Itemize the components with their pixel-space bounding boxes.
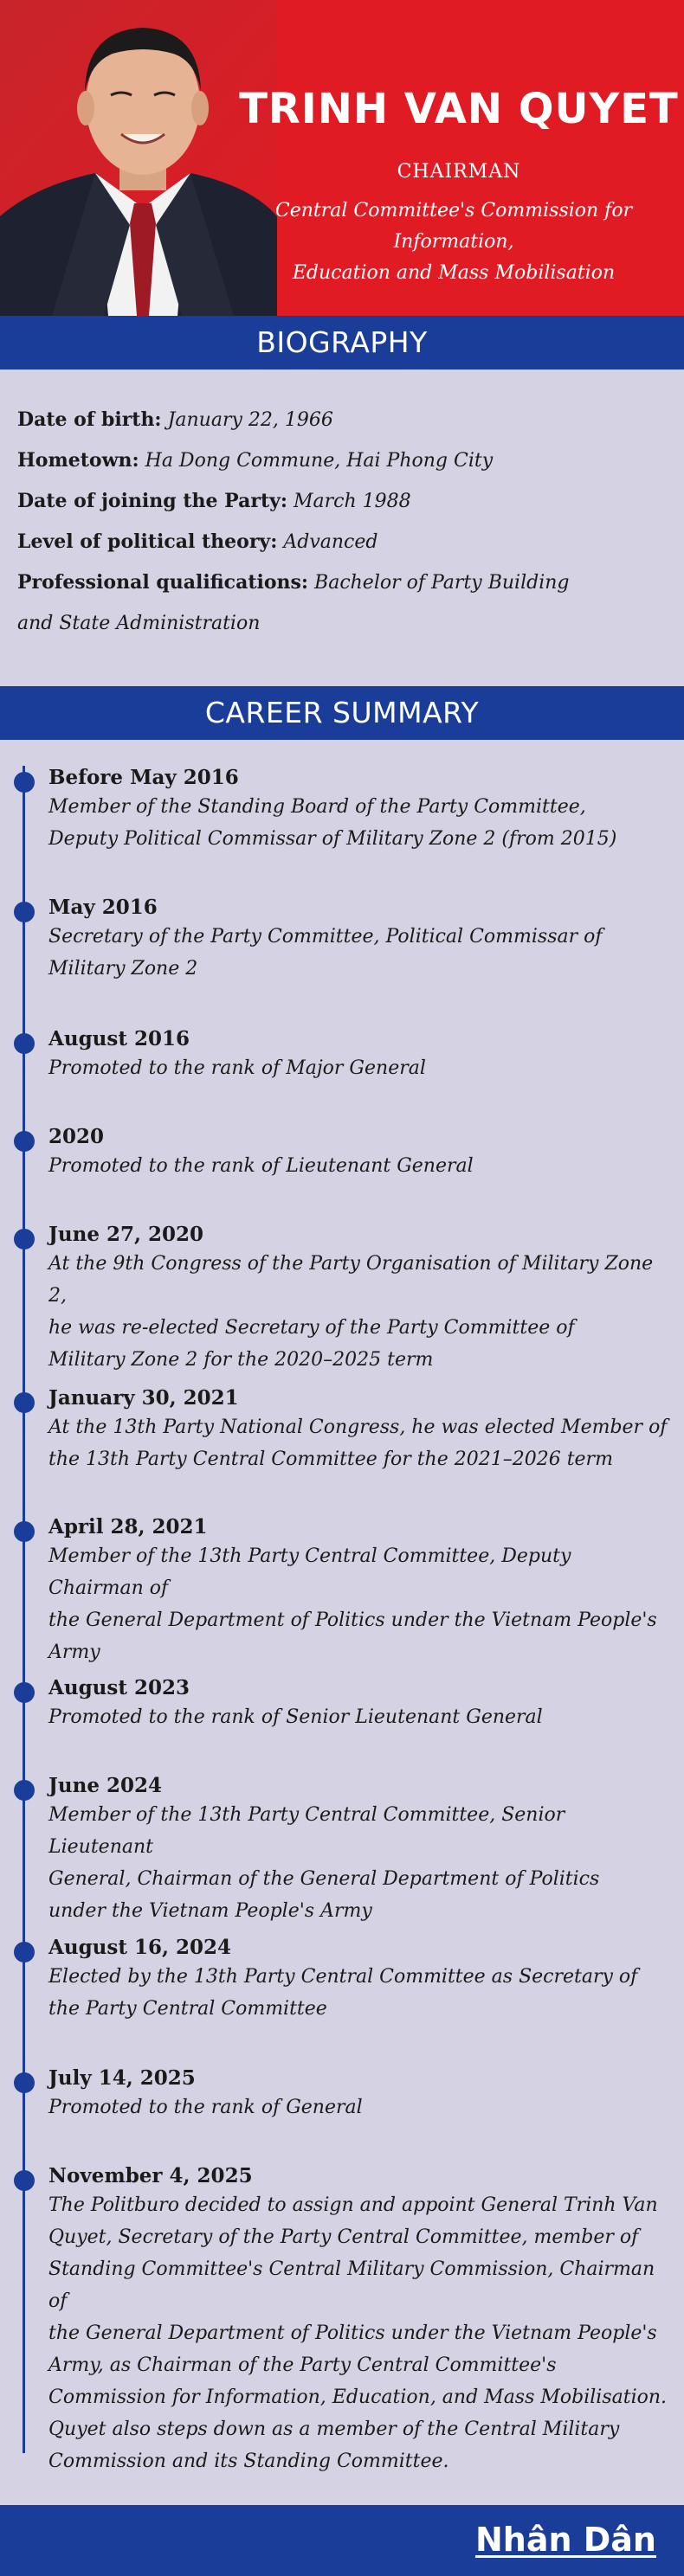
timeline-dot [14,1521,35,1542]
timeline-entry [48,895,672,985]
nhan-dan-logo[interactable]: Nhân Dân [474,2521,656,2559]
entry-description: Promoted to the rank of Major General [48,1057,426,1079]
bio-continuation: and State Administration [17,613,261,634]
entry-description: Promoted to the rank of General [48,2097,363,2118]
entry-date: April 28, 2021 [48,1515,208,1539]
timeline-dot [14,2170,35,2191]
entry-date: 2020 [48,1125,105,1148]
timeline-entry [48,1773,672,1927]
entry-date: June 2024 [48,1774,162,1797]
bio-label: Hometown: [17,449,139,472]
bio-item-hometown [17,440,675,481]
entry-description: The Politburo decided to assign and appoint General Trinh Van Quyet, Secretary of the Party Central Committee, member of Standing Committee's Central Military Commission, Chairman of the General Department of Politics under the Vietnam People's Army, as Chairman of the Party Central Committee's Commission for Information, Education, and Mass Mobilisation. Quyet also steps down as a member of the Central Military Commission and its Standing Committee. [48,2194,668,2472]
entry-description: At the 9th Congress of the Party Organisation of Military Zone 2, he was re-elected Secretary of the Party Committee of Military Zone 2 for the 2020–2025 term [48,1253,654,1371]
timeline-dot [14,1229,35,1249]
entry-date: January 30, 2021 [48,1386,239,1410]
bio-label: Level of political theory: [17,530,278,553]
timeline-entry [48,1026,672,1084]
bio-item-qualifications [17,562,675,603]
bio-value: Ha Dong Commune, Hai Phong City [145,450,494,472]
profile-header [0,0,684,316]
timeline-line [23,766,25,2453]
career-heading: CAREER SUMMARY [0,686,684,740]
bio-label: Date of birth: [17,408,162,431]
timeline-entry [48,1124,672,1182]
entry-description: Promoted to the rank of Senior Lieutenant General [48,1706,543,1728]
commission-title [223,196,684,289]
biography-heading: BIOGRAPHY [0,316,684,369]
bio-item-theory [17,522,675,562]
timeline-dot [14,1392,35,1413]
timeline-entry [48,1514,672,1668]
timeline-dot [14,1942,35,1963]
timeline-dot [14,1033,35,1054]
entry-description: Secretary of the Party Committee, Political Commissar of Military Zone 2 [48,926,603,980]
commission-line-1: Central Committee's Commission for Information, [274,200,633,253]
timeline-entry [48,1385,672,1475]
entry-description: Elected by the 13th Party Central Committee as Secretary of the Party Central Committee [48,1966,638,2020]
bio-item-birth [17,400,675,440]
timeline-dot [14,902,35,922]
entry-date: May 2016 [48,896,158,919]
person-role: CHAIRMAN [397,161,521,183]
timeline-dot [14,1131,35,1152]
timeline-entry [48,1675,672,1733]
timeline-dot [14,2072,35,2093]
footer-bar [0,2505,684,2576]
bio-label: Professional qualifications: [17,571,309,594]
biography-list [17,400,675,644]
entry-description: At the 13th Party National Congress, he was elected Member of the 13th Party Central Committee for the 2021–2026 term [48,1416,668,1470]
timeline-dot [14,772,35,793]
timeline-entry [48,2163,672,2477]
entry-description: Promoted to the rank of Lieutenant General [48,1155,474,1177]
entry-date: Before May 2016 [48,766,239,789]
bio-item-party [17,481,675,522]
entry-date: June 27, 2020 [48,1223,204,1246]
bio-label: Date of joining the Party: [17,490,288,512]
timeline-entry [48,1222,672,1376]
timeline-dot [14,1682,35,1703]
entry-description: Member of the 13th Party Central Committee, Deputy Chairman of the General Department of Politics under the Vietnam People's Army [48,1545,657,1663]
bio-value: Bachelor of Party Building [314,572,570,594]
entry-date: November 4, 2025 [48,2164,253,2187]
entry-description: Member of the Standing Board of the Party Committee, Deputy Political Commissar of Military Zone 2 (from 2015) [48,796,617,850]
entry-date: August 16, 2024 [48,1936,231,1959]
timeline-entry [48,2065,672,2123]
timeline-dot [14,1780,35,1801]
entry-date: August 2023 [48,1676,190,1699]
entry-date: August 2016 [48,1027,190,1050]
bio-value: January 22, 1966 [167,409,333,431]
timeline-entry [48,1935,672,2025]
person-name: TRINH VAN QUYET [239,85,679,133]
commission-line-2: Education and Mass Mobilisation [292,262,616,284]
entry-description: Member of the 13th Party Central Committee, Senior Lieutenant General, Chairman of the General Department of Politics under the Vietnam People's Army [48,1804,600,1922]
bio-value: Advanced [283,531,378,553]
entry-date: July 14, 2025 [48,2066,196,2090]
bio-value: March 1988 [294,491,411,512]
timeline-entry [48,765,672,855]
